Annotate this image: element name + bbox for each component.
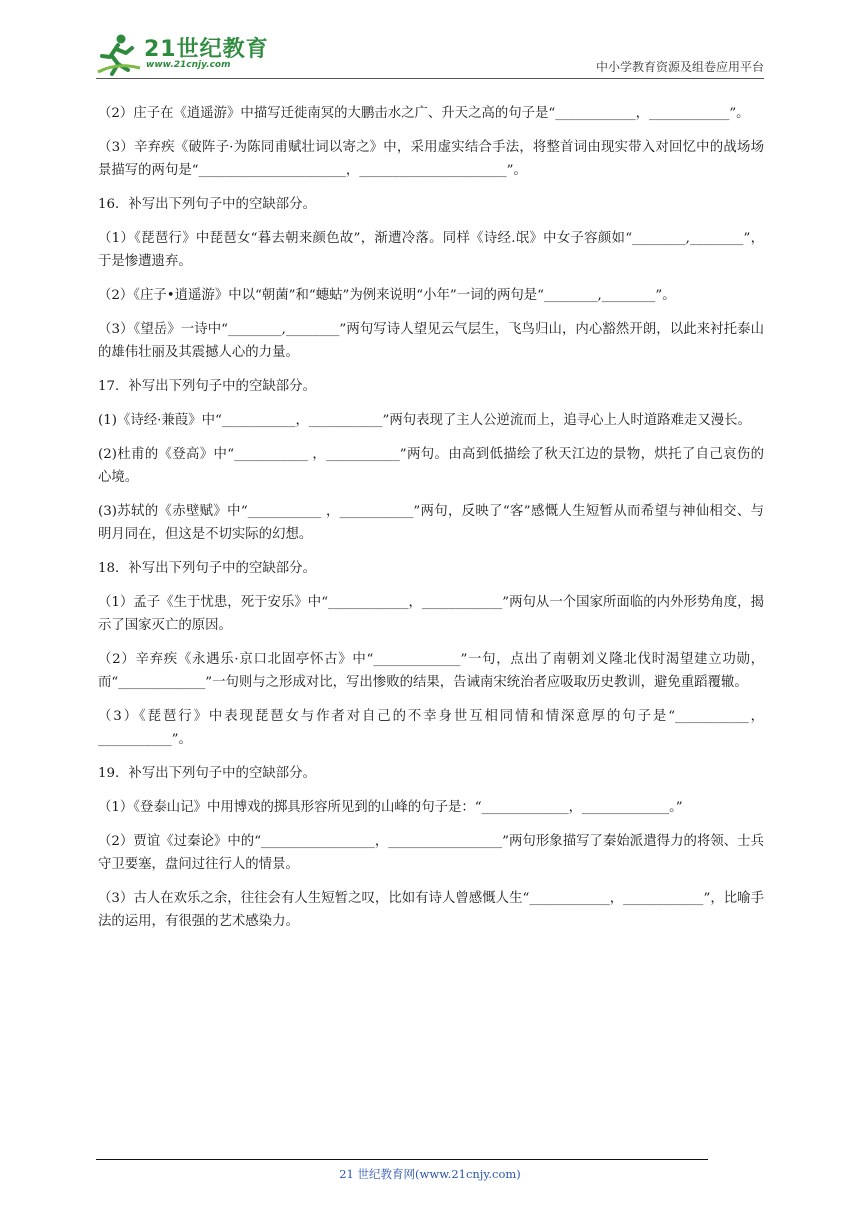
logo-url: www.21cnjy.com	[146, 60, 231, 70]
paragraph: (1)《诗经·兼葭》中“___________，___________”两句表现了主人公逆流而上，追寻心上人时道路难走又漫长。	[98, 413, 751, 428]
question-heading: 16．补写出下列句子中的空缺部分。	[98, 197, 316, 212]
paragraph: (2)杜甫的《登高》中“___________ ，___________”两句。由高到低描绘了秋天江边的景物，烘托了自己哀伤的心境。	[98, 447, 764, 485]
logo	[96, 32, 296, 76]
paragraph: （2）庄子在《逍遥游》中描写迁徙南冥的大鹏击水之广、升天之高的句子是“____________，____________”。	[98, 106, 750, 121]
paragraph: （1）《琵琶行》中琵琶女“暮去朝来颜色故”，渐遭冷落。同样《诗经.氓》中女子容颜如“________,________”，于是惨遭遗弃。	[98, 231, 764, 269]
paragraph: （3）《琵琶行》中表现琵琶女与作者对自己的不幸身世互相同情和情深意厚的句子是“___________，___________”。	[98, 709, 764, 747]
paragraph: （2）《庄子•逍遥游》中以“朝菌”和“蟪蛄”为例来说明“小年”一词的两句是“________,________”。	[98, 288, 676, 303]
paragraph: （3）古人在欢乐之余，往往会有人生短暂之叹，比如有诗人曾感慨人生“____________，____________”，比喻手法的运用，有很强的艺术感染力。	[98, 891, 764, 929]
paragraph: (3)苏轼的《赤壁赋》中“___________ ，___________”两句，反映了“客”感慨人生短暂从而希望与神仙相交、与明月同在，但这是不切实际的幻想。	[98, 504, 764, 542]
question-heading: 19．补写出下列句子中的空缺部分。	[98, 766, 316, 781]
logo-text: 21世纪教育	[144, 37, 269, 62]
question-heading: 17．补写出下列句子中的空缺部分。	[98, 379, 316, 394]
runner-logo-icon	[96, 32, 142, 78]
document-body	[98, 102, 764, 944]
paragraph: （2）贾谊《过秦论》中的“_________________，_________________”两句形象描写了秦始派遣得力的将领、士兵守卫要塞，盘问过往行人的情景。	[98, 834, 764, 872]
paragraph: （2）辛弃疾《永遇乐·京口北固亭怀古》中“_____________”一句，点出了南朝刘义隆北伐时渴望建立功勋，而“_____________”一句则与之形成对比，写出惨败的结果，告诫南宋统治者应吸取历史教训，避免重蹈覆辙。	[98, 652, 764, 690]
page-header	[96, 28, 764, 80]
paragraph: （3）《望岳》一诗中“________,________”两句写诗人望见云气层生，飞鸟归山，内心豁然开朗，以此来衬托泰山的雄伟壮丽及其震撼人心的力量。	[98, 322, 764, 360]
header-divider	[96, 78, 764, 79]
paragraph: （1）孟子《生于忧患，死于安乐》中“____________，____________”两句从一个国家所面临的内外形势角度，揭示了国家灭亡的原因。	[98, 595, 764, 633]
footer-divider	[96, 1159, 708, 1160]
question-heading: 18．补写出下列句子中的空缺部分。	[98, 561, 316, 576]
header-platform-text: 中小学教育资源及组卷应用平台	[595, 60, 764, 74]
page-footer: 21 世纪教育网(www.21cnjy.com)	[339, 1167, 521, 1181]
paragraph: （3）辛弃疾《破阵子·为陈同甫赋壮词以寄之》中，采用虚实结合手法，将整首词由现实带入对回忆中的战场场景描写的两句是“______________________，______________________”。	[98, 140, 764, 178]
paragraph: （1）《登泰山记》中用博戏的掷具形容所见到的山峰的句子是：“_____________，_____________。”	[98, 800, 683, 815]
